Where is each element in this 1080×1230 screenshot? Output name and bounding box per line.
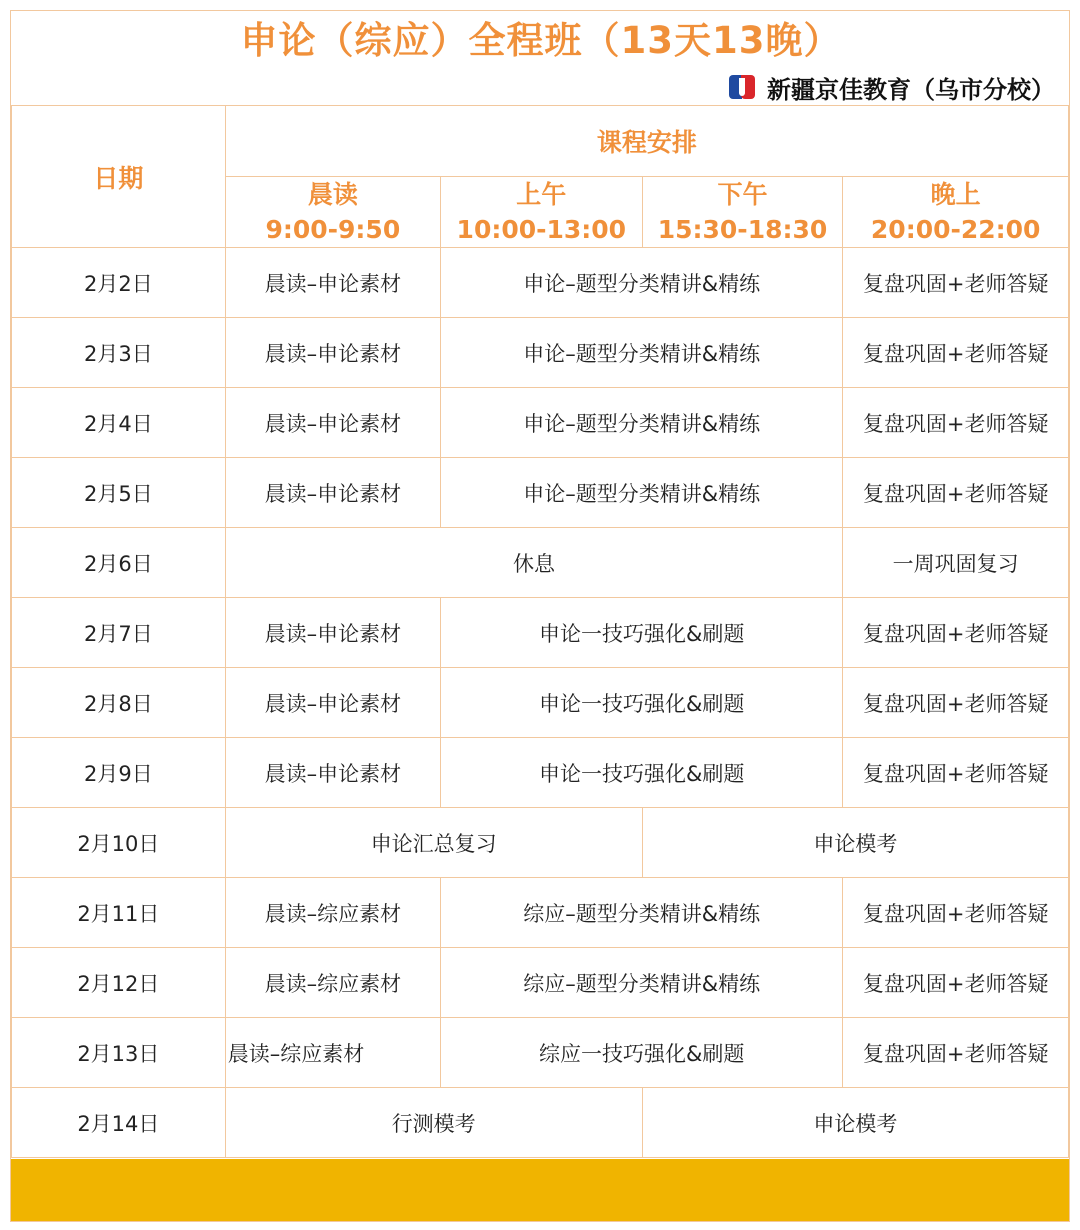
day-session-cell: 申论–题型分类精讲&精练 <box>440 248 842 318</box>
table-row <box>12 248 1069 318</box>
table-row <box>12 1088 1069 1158</box>
schedule-header: 课程安排 <box>225 106 1068 177</box>
rest-cell: 休息 <box>225 528 843 598</box>
slot-name: 下午 <box>717 180 768 209</box>
slot-header-afternoon <box>642 177 843 248</box>
morning-read-cell: 晨读–综应素材 <box>225 878 440 948</box>
date-cell: 2月10日 <box>12 808 226 878</box>
evening-cell: 复盘巩固+老师答疑 <box>843 248 1069 318</box>
day-session-cell: 申论一技巧强化&刷题 <box>440 598 842 668</box>
date-column-header: 日期 <box>12 106 226 248</box>
table-row <box>12 878 1069 948</box>
date-cell: 2月5日 <box>12 458 226 528</box>
date-cell: 2月2日 <box>12 248 226 318</box>
table-row <box>12 738 1069 808</box>
morning-read-cell: 晨读–申论素材 <box>225 668 440 738</box>
brand-name: 新疆京佳教育（乌市分校） <box>767 74 1055 104</box>
day-session-cell: 申论–题型分类精讲&精练 <box>440 458 842 528</box>
evening-cell: 复盘巩固+老师答疑 <box>843 1018 1069 1088</box>
date-cell: 2月8日 <box>12 668 226 738</box>
evening-cell: 复盘巩固+老师答疑 <box>843 598 1069 668</box>
table-row <box>12 528 1069 598</box>
morning-read-cell: 晨读–申论素材 <box>225 598 440 668</box>
second-half-cell: 申论模考 <box>642 1088 1068 1158</box>
date-cell: 2月12日 <box>12 948 226 1018</box>
evening-cell: 复盘巩固+老师答疑 <box>843 668 1069 738</box>
day-session-cell: 申论一技巧强化&刷题 <box>440 668 842 738</box>
table-row <box>12 598 1069 668</box>
footer-bar <box>11 1159 1069 1221</box>
date-cell: 2月3日 <box>12 318 226 388</box>
second-half-cell: 申论模考 <box>642 808 1068 878</box>
table-row <box>12 318 1069 388</box>
table-row <box>12 388 1069 458</box>
slot-header-morning-read <box>225 177 440 248</box>
day-session-cell: 申论–题型分类精讲&精练 <box>440 318 842 388</box>
evening-cell: 复盘巩固+老师答疑 <box>843 458 1069 528</box>
date-cell: 2月9日 <box>12 738 226 808</box>
day-session-cell: 综应–题型分类精讲&精练 <box>440 878 842 948</box>
brand-logo-icon <box>729 75 759 99</box>
morning-read-cell: 晨读–申论素材 <box>225 388 440 458</box>
page-title: 申论（综应）全程班（13天13晚） <box>240 19 842 62</box>
morning-read-cell: 晨读–申论素材 <box>225 738 440 808</box>
morning-read-cell: 晨读–综应素材 <box>225 948 440 1018</box>
slot-time: 9:00-9:50 <box>265 215 401 244</box>
table-row <box>12 1018 1069 1088</box>
table-row <box>12 668 1069 738</box>
slot-header-morning <box>440 177 642 248</box>
first-half-cell: 行测模考 <box>225 1088 642 1158</box>
day-session-cell: 综应–题型分类精讲&精练 <box>440 948 842 1018</box>
slot-name: 上午 <box>516 180 567 209</box>
slot-name: 晨读 <box>307 180 358 209</box>
day-session-cell: 申论一技巧强化&刷题 <box>440 738 842 808</box>
date-cell: 2月11日 <box>12 878 226 948</box>
slot-header-evening <box>843 177 1069 248</box>
first-half-cell: 申论汇总复习 <box>225 808 642 878</box>
slot-time: 10:00-13:00 <box>456 215 627 244</box>
morning-read-cell: 晨读–申论素材 <box>225 458 440 528</box>
morning-read-cell: 晨读–综应素材 <box>225 1018 440 1088</box>
day-session-cell: 综应一技巧强化&刷题 <box>440 1018 842 1088</box>
brand-block <box>729 69 1055 105</box>
table-row <box>12 458 1069 528</box>
slot-name: 晚上 <box>930 180 981 209</box>
slot-time: 15:30-18:30 <box>657 215 828 244</box>
date-cell: 2月13日 <box>12 1018 226 1088</box>
schedule-table <box>11 105 1069 1158</box>
date-cell: 2月7日 <box>12 598 226 668</box>
morning-read-cell: 晨读–申论素材 <box>225 318 440 388</box>
date-cell: 2月14日 <box>12 1088 226 1158</box>
day-session-cell: 申论–题型分类精讲&精练 <box>440 388 842 458</box>
evening-cell: 复盘巩固+老师答疑 <box>843 388 1069 458</box>
evening-cell: 复盘巩固+老师答疑 <box>843 738 1069 808</box>
evening-cell: 复盘巩固+老师答疑 <box>843 878 1069 948</box>
table-row <box>12 808 1069 878</box>
schedule-frame <box>10 10 1070 1222</box>
evening-cell: 一周巩固复习 <box>843 528 1069 598</box>
slot-time: 20:00-22:00 <box>870 215 1041 244</box>
morning-read-cell: 晨读–申论素材 <box>225 248 440 318</box>
date-cell: 2月6日 <box>12 528 226 598</box>
evening-cell: 复盘巩固+老师答疑 <box>843 318 1069 388</box>
table-row <box>12 948 1069 1018</box>
evening-cell: 复盘巩固+老师答疑 <box>843 948 1069 1018</box>
date-cell: 2月4日 <box>12 388 226 458</box>
